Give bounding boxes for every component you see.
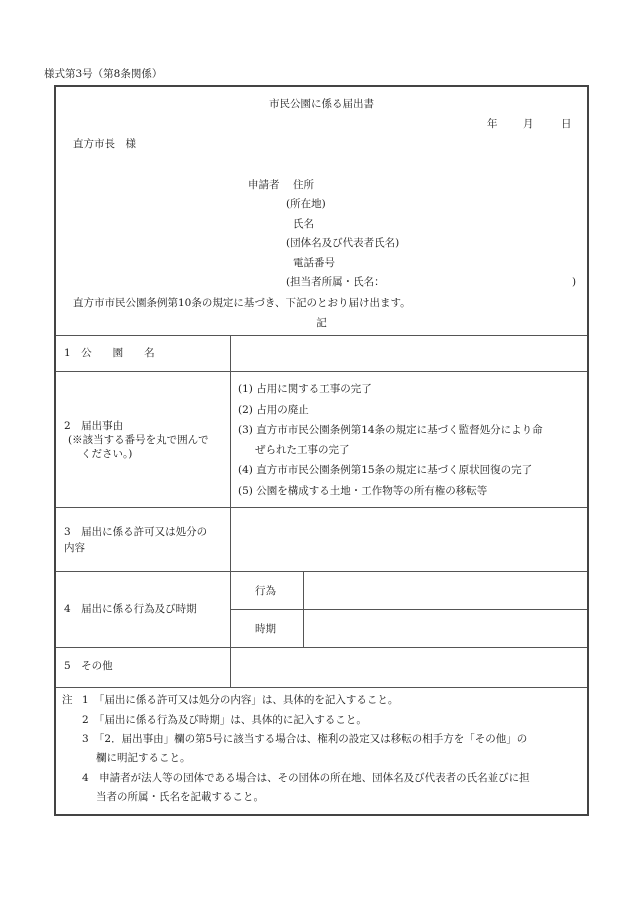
addressee: 直方市長 様 <box>73 138 136 150</box>
applicant-contact-close: ) <box>572 276 577 288</box>
applicant-location-label: (所在地) <box>286 198 326 210</box>
reason-note: (※該当する番号を丸で囲んで <box>68 434 209 446</box>
park-name-label: 1 公 園 名 <box>64 347 155 359</box>
period-sublabel: 時期 <box>255 623 276 635</box>
applicant-name-label: 氏名 <box>293 218 314 230</box>
column-divider <box>230 335 231 687</box>
action-period-label: 4 届出に係る行為及び時期 <box>64 603 197 615</box>
date-year-label: 年 <box>487 118 498 130</box>
ki-label: 記 <box>316 317 327 329</box>
reason-option-3: (3) 直方市市民公園条例第14条の規定に基づく監督処分により命 <box>238 424 543 436</box>
permit-content-label: 3 届出に係る許可又は処分の <box>64 526 208 538</box>
form-title: 市民公園に係る届出書 <box>269 98 374 110</box>
row-divider <box>230 609 587 610</box>
reason-option-2: (2) 占用の廃止 <box>238 404 309 416</box>
note-item-4-cont: 当者の所属・氏名を記載すること。 <box>96 791 264 803</box>
action-sublabel: 行為 <box>255 585 276 597</box>
reason-label: 2 届出事由 <box>64 420 124 432</box>
note-item-3: 3 「2．届出事由」欄の第5号に該当する場合は、権利の設定又は移転の相手方を「その他」の <box>82 733 528 745</box>
row-divider <box>56 647 587 648</box>
reason-option-1: (1) 占用に関する工事の完了 <box>238 383 372 395</box>
column-divider <box>303 571 304 647</box>
row-divider <box>56 371 587 372</box>
note-item-2: 2 「届出に係る行為及び時期」は、具体的に記入すること。 <box>82 714 367 726</box>
applicant-phone-label: 電話番号 <box>293 257 335 269</box>
other-label: 5 その他 <box>64 660 113 672</box>
reason-option-4: (4) 直方市市民公園条例第15条の規定に基づく原状回復の完了 <box>238 464 533 476</box>
permit-content-label: 内容 <box>64 542 85 554</box>
applicant-role: 申請者 <box>248 179 280 191</box>
reason-option-3-cont: ぜられた工事の完了 <box>255 444 350 456</box>
row-divider <box>56 507 587 508</box>
applicant-address-label: 住所 <box>293 179 314 191</box>
form-frame <box>54 85 589 816</box>
applicant-org-label: (団体名及び代表者氏名) <box>286 237 400 249</box>
row-divider <box>56 335 587 336</box>
note-item-1: 1 「届出に係る許可又は処分の内容」は、具体的を記入すること。 <box>82 694 399 706</box>
reason-option-5: (5) 公園を構成する土地・工作物等の所有権の移転等 <box>238 485 488 497</box>
row-divider <box>56 687 587 688</box>
note-item-3-cont: 欄に明記すること。 <box>96 752 191 764</box>
applicant-contact-label: (担当者所属・氏名： <box>286 276 385 288</box>
note-item-4: 4 申請者が法人等の団体である場合は、その団体の所在地、団体名及び代表者の氏名並びに担 <box>82 772 530 784</box>
statement-text: 直方市市民公園条例第10条の規定に基づき、下記のとおり届け出ます。 <box>73 297 411 309</box>
date-day-label: 日 <box>561 118 572 130</box>
reason-note: ください。) <box>81 448 133 460</box>
date-month-label: 月 <box>523 118 534 130</box>
form-number-label: 様式第3号（第8条関係） <box>44 68 163 80</box>
row-divider <box>56 571 587 572</box>
notes-prefix: 注 <box>62 694 73 706</box>
